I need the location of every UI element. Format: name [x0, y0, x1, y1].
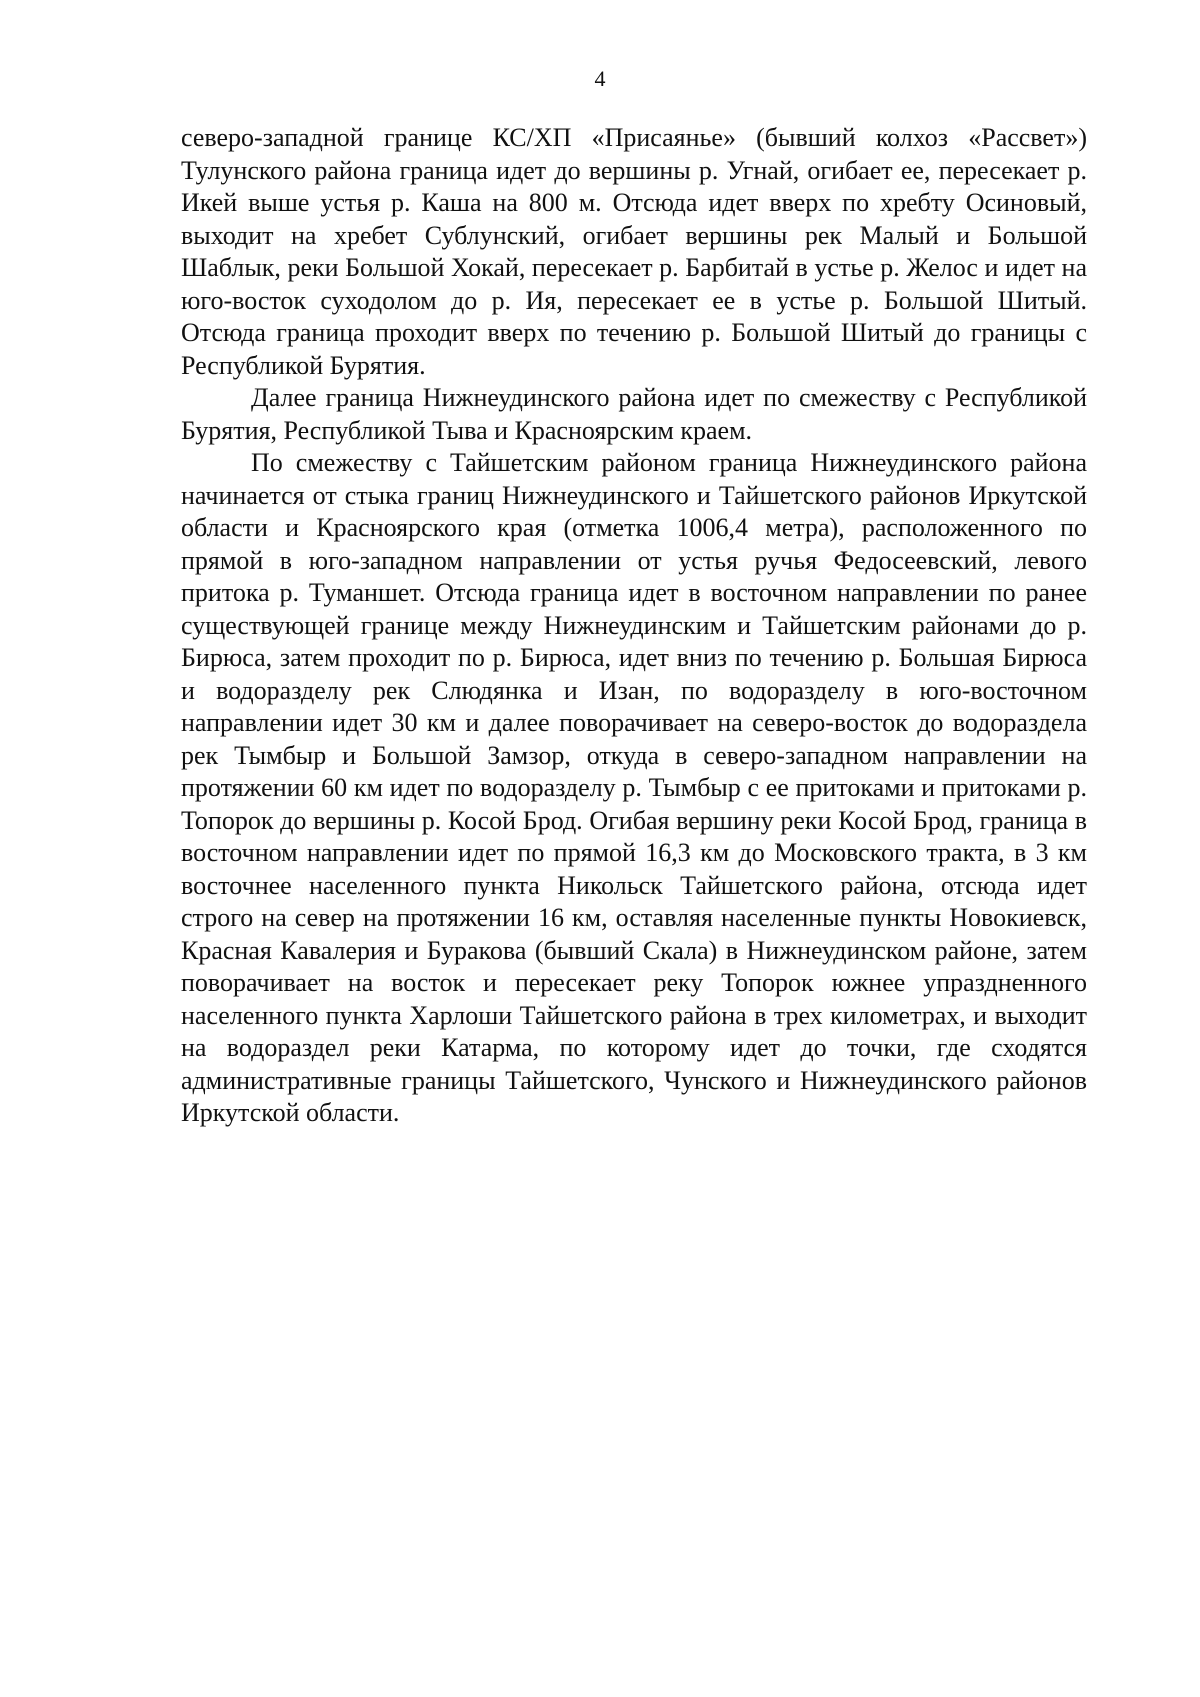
paragraph-buryatia-border: Далее граница Нижнеудинского района идет по смежеству с Республикой Бурятия, Республикой Тыва и Красноярским краем. [181, 383, 1087, 445]
paragraph-boundary-continuation: северо-западной границе КС/ХП «Присаянье» (бывший колхоз «Рассвет») Тулунского района граница идет до вершины р. Угнай, огибает ее, пересекает р. Икей выше устья р. Каша на 800 м. Отсюда идет вверх по хребту Осиновый, выходит на хребет Сублунский, огибает вершины рек Малый и Большой Шаблык, реки Большой Хокай, пересекает р. Барбитай в устье р. Желос и идет на юго-восток суходолом до р. Ия, пересекает ее в устье р. Большой Шитый. Отсюда граница проходит вверх по течению р. Большой Шитый до границы с Республикой Бурятия. [181, 123, 1087, 380]
document-body [181, 122, 1087, 1130]
page-number: 4 [594, 66, 606, 91]
paragraph-taishet-border: По смежеству с Тайшетским районом граница Нижнеудинского района начинается от стыка границ Нижнеудинского и Тайшетского районов Иркутской области и Красноярского края (отметка 1006,4 метра), расположенного по прямой в юго-западном направлении от устья ручья Федосеевский, левого притока р. Туманшет. Отсюда граница идет в восточном направлении по ранее существующей границе между Нижнеудинским и Тайшетским районами до р. Бирюса, затем проходит по р. Бирюса, идет вниз по течению р. Большая Бирюса и водоразделу рек Слюдянка и Изан, по водоразделу в юго-восточном направлении идет 30 км и далее поворачивает на северо-восток до водораздела рек Тымбыр и Большой Замзор, откуда в северо-западном направлении на протяжении 60 км идет по водоразделу р. Тымбыр с ее притоками и притоками р. Топорок до вершины р. Косой Брод. Огибая вершину реки Косой Брод, граница в восточном направлении идет по прямой 16,3 км до Московского тракта, в 3 км восточнее населенного пункта Никольск Тайшетского района, отсюда идет строго на север на протяжении 16 км, оставляя населенные пункты Новокиевск, Красная Кавалерия и Буракова (бывший Скала) в Нижнеудинском районе, затем поворачивает на восток и пересекает реку Топорок южнее упраздненного населенного пункта Харлоши Тайшетского района в трех километрах, и выходит на водораздел реки Катарма, по которому идет до точки, где сходятся административные границы Тайшетского, Чунского и Нижнеудинского районов Иркутской области. [181, 448, 1087, 1127]
